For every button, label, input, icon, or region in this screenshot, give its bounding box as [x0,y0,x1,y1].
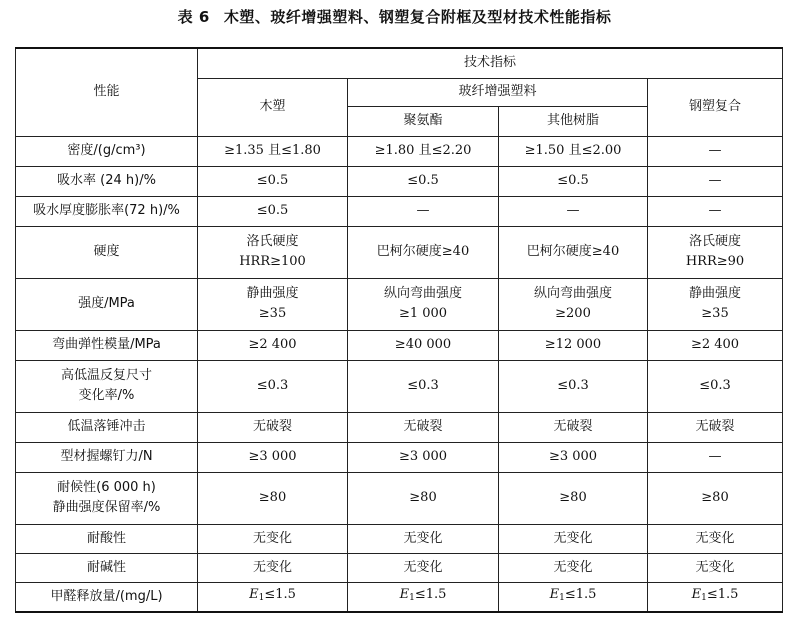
row-label: 密度/(g/cm³) [16,136,198,166]
cell: ≤0.5 [499,166,648,196]
cell-line: 巴柯尔硬度≥40 [376,244,470,259]
cell: ≤0.3 [198,360,348,412]
cell [198,582,348,612]
cell: ≥80 [648,472,783,524]
cell-line: 洛氏硬度 [246,234,299,249]
cell: 无变化 [648,524,783,553]
emission-subscript: 1 [559,593,565,604]
cell-line: 静曲强度 [246,286,299,301]
table-row [16,412,783,442]
cell: ≤0.3 [648,360,783,412]
cell: ≥3 000 [499,442,648,472]
cell: 无变化 [499,553,648,582]
cell: 无变化 [648,553,783,582]
cell: 无破裂 [198,412,348,442]
emission-symbol: E [549,587,560,603]
table-row [16,442,783,472]
cell [198,226,348,278]
cell: ≥12 000 [499,330,648,360]
cell: — [648,442,783,472]
cell: ≥40 000 [348,330,499,360]
header-tech-indicators: 技术指标 [198,48,783,78]
cell: ≥80 [198,472,348,524]
table-row [16,136,783,166]
cell-line: ≥1 000 [398,306,448,321]
emission-value: ≤1.5 [414,587,447,603]
cell-line: 巴柯尔硬度≥40 [526,244,620,259]
cell: ≤0.5 [198,166,348,196]
table-row [16,226,783,278]
row-label: 耐碱性 [16,553,198,582]
row-label: 吸水厚度膨胀率(72 h)/% [16,196,198,226]
row-label-line: 高低温反复尺寸 [60,368,152,383]
row-label: 耐酸性 [16,524,198,553]
table-row [16,166,783,196]
row-label: 弯曲弹性模量/MPa [16,330,198,360]
emission-symbol: E [691,587,702,603]
cell-line: HRR≥90 [685,254,745,269]
table-row [16,278,783,330]
emission-symbol: E [249,587,259,603]
header-polyurethane: 聚氨酯 [348,106,499,136]
cell [198,278,348,330]
row-label: 强度/MPa [16,278,198,330]
cell: 无破裂 [499,412,648,442]
cell: ≤0.3 [348,360,499,412]
table-row [16,330,783,360]
cell: 无变化 [198,524,348,553]
cell: — [348,196,499,226]
cell: — [648,166,783,196]
emission-value: ≤1.5 [564,587,597,603]
cell-line: HRR≥100 [239,254,306,269]
emission-symbol: E [399,587,410,603]
cell: — [648,196,783,226]
emission-subscript: 1 [701,593,707,604]
cell-line: 静曲强度 [689,286,742,301]
row-label: 型材握螺钉力/N [16,442,198,472]
emission-subscript: 1 [409,593,415,604]
cell: ≥1.35 且≤1.80 [198,136,348,166]
row-label: 吸水率 (24 h)/% [16,166,198,196]
row-label [16,472,198,524]
cell: — [648,136,783,166]
performance-table [15,47,783,613]
emission-value: ≤1.5 [706,587,739,603]
table-row [16,582,783,612]
cell: ≥2 400 [198,330,348,360]
row-label-line: 变化率/% [78,388,135,403]
cell: 无变化 [198,553,348,582]
header-frp: 玻纤增强塑料 [348,78,648,106]
cell: ≤0.3 [499,360,648,412]
cell: ≤0.5 [348,166,499,196]
cell: ≥80 [348,472,499,524]
cell [348,226,499,278]
cell-line: 纵向弯曲强度 [533,286,612,301]
cell: ≥80 [499,472,648,524]
cell: — [499,196,648,226]
header-steel-plastic: 钢塑复合 [648,78,783,136]
row-label [16,360,198,412]
header-property: 性能 [16,48,198,136]
cell [499,226,648,278]
row-label: 甲醛释放量/(mg/L) [16,582,198,612]
emission-subscript: 1 [258,593,265,604]
cell [348,582,499,612]
table-caption [0,6,789,27]
cell-line: 洛氏硬度 [689,234,742,249]
cell: ≥3 000 [348,442,499,472]
cell: ≥1.80 且≤2.20 [348,136,499,166]
header-other-resin: 其他树脂 [499,106,648,136]
cell-line: ≥35 [701,306,729,321]
table-row [16,472,783,524]
cell: 无破裂 [348,412,499,442]
cell-line: ≥200 [555,306,591,321]
table-row [16,524,783,553]
row-label: 硬度 [16,226,198,278]
cell: 无破裂 [648,412,783,442]
cell: ≥1.50 且≤2.00 [499,136,648,166]
cell [499,278,648,330]
cell: ≥3 000 [198,442,348,472]
cell-line: ≥35 [258,306,287,321]
cell: 无变化 [499,524,648,553]
cell [499,582,648,612]
row-label-line: 耐候性(6 000 h) [57,480,156,495]
cell: ≤0.5 [198,196,348,226]
cell [648,278,783,330]
cell [348,278,499,330]
cell: ≥2 400 [648,330,783,360]
cell [648,582,783,612]
cell: 无变化 [348,524,499,553]
cell-line: 纵向弯曲强度 [383,286,462,301]
table-row [16,196,783,226]
table-row [16,360,783,412]
cell: 无变化 [348,553,499,582]
row-label: 低温落锤冲击 [16,412,198,442]
table-row [16,553,783,582]
header-wood-plastic: 木塑 [198,78,348,136]
table-title: 木塑、玻纤增强塑料、钢塑复合附框及型材技术性能指标 [223,8,612,26]
table-number: 表 6 [177,8,210,26]
cell [648,226,783,278]
emission-value: ≤1.5 [264,587,296,603]
row-label-line: 静曲强度保留率/% [52,500,161,515]
